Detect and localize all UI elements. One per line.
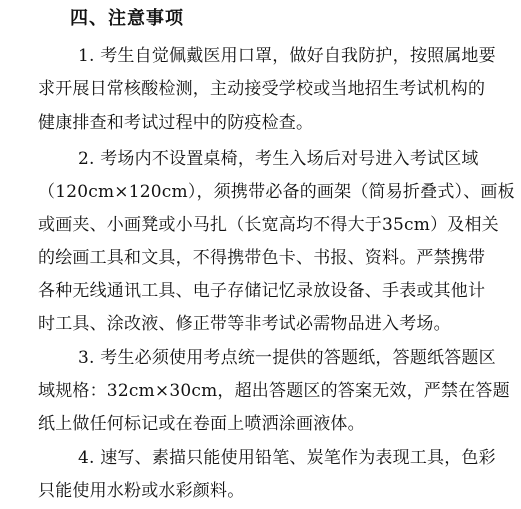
paragraph-2-line-6: 时工具、涂改液、修正带等非考试必需物品进入考场。	[38, 314, 451, 334]
paragraph-2-line-3: 或画夹、小画凳或小马扎（长宽高均不得大于35cm）及相关	[38, 215, 499, 235]
paragraph-1-line-2: 求开展日常核酸检测，主动接受学校或当地招生考试机构的	[38, 79, 486, 99]
paragraph-4-line-2: 只能使用水粉或水彩颜料。	[38, 481, 245, 501]
paragraph-2-line-5: 各种无线通讯工具、电子存储记忆录放设备、手表或其他计	[38, 281, 486, 301]
paragraph-2-line-2: （120cm×120cm），须携带必备的画架（简易折叠式）、画板	[38, 182, 515, 202]
section-heading: 四、注意事项	[70, 8, 184, 29]
paragraph-1-line-1: 1. 考生自觉佩戴医用口罩，做好自我防护，按照属地要	[78, 46, 496, 66]
paragraph-3-line-1: 3. 考生必须使用考点统一提供的答题纸，答题纸答题区	[78, 348, 496, 368]
paragraph-1-line-3: 健康排查和考试过程中的防疫检查。	[38, 113, 314, 133]
paragraph-3-line-3: 纸上做任何标记或在卷面上喷洒涂画液体。	[38, 414, 365, 434]
paragraph-2-line-1: 2. 考场内不设置桌椅，考生入场后对号进入考试区域	[78, 149, 479, 169]
paragraph-2-line-4: 的绘画工具和文具，不得携带色卡、书报、资料。严禁携带	[38, 248, 486, 268]
paragraph-3-line-2: 域规格：32cm×30cm，超出答题区的答案无效，严禁在答题	[38, 381, 510, 401]
paragraph-4-line-1: 4. 速写、素描只能使用铅笔、炭笔作为表现工具，色彩	[78, 448, 496, 468]
